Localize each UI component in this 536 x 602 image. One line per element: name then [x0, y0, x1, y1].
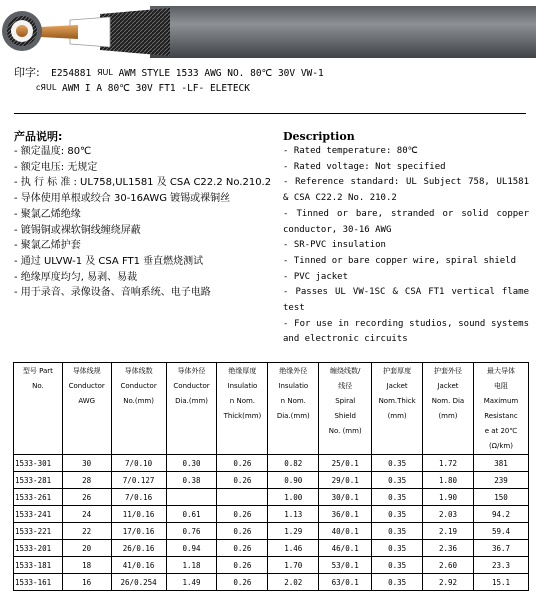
table-cell: 0.26	[217, 472, 268, 489]
table-cell: 2.36	[423, 540, 474, 557]
chinese-item: - 导体使用单根或绞合 30-16AWG 镀锡或裸铜丝	[14, 193, 231, 205]
table-cell: 0.35	[372, 506, 423, 523]
header-line: 导体线规	[72, 367, 101, 375]
table-cell: 36/0.1	[319, 506, 372, 523]
english-item: - Passes UL VW-1SC & CSA FT1 vertical flame test	[283, 287, 529, 314]
part-number-cell: 1533-221	[14, 523, 63, 540]
part-number-cell: 1533-201	[14, 540, 63, 557]
table-header-cell	[423, 363, 474, 455]
table-row	[14, 506, 529, 523]
english-item: - Tinned or bare copper wire, spiral shield	[283, 255, 516, 266]
table-cell: 46/0.1	[319, 540, 372, 557]
header-line: No.	[32, 382, 44, 390]
table-cell: 0.35	[372, 574, 423, 591]
header-line: 最大导体	[486, 367, 515, 375]
header-line: 缠绕线数/	[330, 367, 361, 375]
header-line: Dia.(mm)	[175, 397, 209, 405]
table-cell: 36.7	[473, 540, 528, 557]
table-cell: 0.82	[268, 455, 319, 472]
header-line: Resistanc	[484, 412, 518, 420]
header-line: (Ω/km)	[488, 442, 513, 450]
spec-table	[13, 362, 529, 591]
table-cell: 0.90	[268, 472, 319, 489]
table-cell: 2.03	[423, 506, 474, 523]
table-cell: 15.1	[473, 574, 528, 591]
table-cell: 0.35	[372, 489, 423, 506]
table-cell: 29/0.1	[319, 472, 372, 489]
cable-conductor	[40, 25, 78, 39]
part-number-cell: 1533-261	[14, 489, 63, 506]
chinese-item: - 执 行 标 准 : UL758,UL1581 及 CSA C22.2 No.210.2	[14, 177, 272, 189]
table-header-cell	[217, 363, 268, 455]
marking-file-number: E254881	[51, 68, 92, 79]
table-cell: 239	[473, 472, 528, 489]
cul-logo: cЯUL	[36, 83, 57, 92]
table-cell: 7/0.127	[111, 472, 166, 489]
english-item: - Rated temperature: 80℃	[283, 146, 418, 156]
header-line: No.(mm)	[123, 397, 154, 405]
table-header-cell	[166, 363, 217, 455]
table-cell: 0.26	[217, 506, 268, 523]
table-cell: 16	[62, 574, 111, 591]
table-cell: 1.29	[268, 523, 319, 540]
table-header-cell	[372, 363, 423, 455]
english-item: - Reference standard: UL Subject 758, UL1581 & CSA C22.2 No. 210.2	[283, 177, 529, 204]
table-row	[14, 523, 529, 540]
table-cell: 0.35	[372, 455, 423, 472]
table-cell: 0.35	[372, 557, 423, 574]
table-cell: 26/0.254	[111, 574, 166, 591]
table-row	[14, 489, 529, 506]
table-cell: 0.26	[217, 455, 268, 472]
table-cell: 0.26	[217, 557, 268, 574]
table-cell: 381	[473, 455, 528, 472]
chinese-item: - 镀锡铜或裸软铜线缠绕屏蔽	[14, 224, 141, 236]
table-cell: 26	[62, 489, 111, 506]
table-cell	[166, 489, 217, 506]
table-cell: 0.30	[166, 455, 217, 472]
header-line: Shield	[334, 412, 356, 420]
table-cell: 0.38	[166, 472, 217, 489]
cable-shield	[100, 8, 170, 56]
table-cell: 28	[62, 472, 111, 489]
header-line: 导体外径	[177, 367, 206, 375]
part-number-cell: 1533-301	[14, 455, 63, 472]
table-header-cell	[62, 363, 111, 455]
chinese-title: 产品说明:	[14, 130, 63, 143]
header-line: No. (mm)	[328, 427, 362, 435]
table-cell: 1.46	[268, 540, 319, 557]
table-cell: 23.3	[473, 557, 528, 574]
header-line: 绝缘外径	[279, 367, 308, 375]
header-line: AWG	[78, 397, 96, 405]
table-cell: 1.13	[268, 506, 319, 523]
english-item: - Rated voltage: Not specified	[283, 161, 446, 172]
marking-block	[14, 66, 529, 96]
marking-line-1-text: AWM STYLE 1533 AWG NO. 80℃ 30V VW-1	[118, 68, 324, 79]
header-line: 绝缘厚度	[228, 367, 257, 375]
header-line: n Nom.	[229, 397, 256, 405]
header-line: Conductor	[120, 382, 157, 390]
header-line: 型号 Part	[22, 367, 53, 375]
header-line: (mm)	[387, 412, 407, 420]
cable-illustration	[0, 0, 536, 62]
header-line: Nom.Thick	[378, 397, 416, 405]
table-body	[14, 455, 529, 591]
chinese-item: - 用于录音、录像设备、音响系统、电子电路	[14, 287, 211, 299]
chinese-item: - 额定电压: 无规定	[14, 161, 98, 173]
chinese-item: - 通过 ULVW-1 及 CSA FT1 垂直燃烧测试	[14, 255, 204, 267]
table-cell: 1.72	[423, 455, 474, 472]
header-line: Insulatio	[227, 382, 258, 390]
part-number-cell: 1533-181	[14, 557, 63, 574]
english-item: - SR-PVC insulation	[283, 240, 386, 251]
marking-line-2-text: AWM I A 80℃ 30V FT1 -LF- ELETECK	[62, 83, 250, 94]
header-line: e at 20℃	[484, 427, 518, 435]
table-cell: 41/0.16	[111, 557, 166, 574]
table-cell: 0.26	[217, 540, 268, 557]
part-number-cell: 1533-161	[14, 574, 63, 591]
chinese-item: - 聚氯乙烯绝缘	[14, 208, 81, 220]
header-line: 线径	[338, 382, 353, 390]
header-line: Insulatio	[278, 382, 309, 390]
table-cell: 25/0.1	[319, 455, 372, 472]
table-header-cell	[473, 363, 528, 455]
table-cell: 59.4	[473, 523, 528, 540]
table-header-cell	[14, 363, 63, 455]
chinese-description	[14, 129, 274, 301]
table-row	[14, 540, 529, 557]
marking-label: 印字:	[14, 66, 40, 79]
table-cell: 7/0.16	[111, 489, 166, 506]
table-cell: 63/0.1	[319, 574, 372, 591]
table-cell: 0.35	[372, 523, 423, 540]
table-header-cell	[268, 363, 319, 455]
table-cell: 30/0.1	[319, 489, 372, 506]
table-cell: 1.18	[166, 557, 217, 574]
header-line: Jacket	[437, 382, 459, 390]
table-cell	[217, 489, 268, 506]
table-cell: 26/0.16	[111, 540, 166, 557]
table-row	[14, 472, 529, 489]
table-cell: 2.02	[268, 574, 319, 591]
chinese-item: - 聚氯乙烯护套	[14, 240, 81, 252]
header-line: Dia.(mm)	[276, 412, 310, 420]
english-item: - Tinned or bare, stranded or solid copper conductor, 30-16 AWG	[283, 208, 529, 235]
header-line: 导体线数	[124, 367, 153, 375]
table-header-cell	[111, 363, 166, 455]
header-line: Conductor	[173, 382, 210, 390]
table-row	[14, 557, 529, 574]
table-cell: 2.19	[423, 523, 474, 540]
ul-logo: ЯUL	[96, 68, 113, 77]
table-cell: 20	[62, 540, 111, 557]
table-cell: 40/0.1	[319, 523, 372, 540]
header-line: Nom. Dia	[431, 397, 465, 405]
header-line: Spiral	[335, 397, 356, 405]
table-cell: 53/0.1	[319, 557, 372, 574]
header-line: 护套外径	[434, 367, 462, 375]
english-description	[283, 129, 529, 348]
header-line: n Nom.	[280, 397, 306, 405]
table-cell: 0.76	[166, 523, 217, 540]
table-cell: 0.26	[217, 574, 268, 591]
english-title: Description	[283, 130, 355, 143]
part-number-cell: 1533-281	[14, 472, 63, 489]
table-cell: 0.26	[217, 523, 268, 540]
table-cell: 2.60	[423, 557, 474, 574]
table-cell: 17/0.16	[111, 523, 166, 540]
table-cell: 1.90	[423, 489, 474, 506]
table-cell: 0.94	[166, 540, 217, 557]
marking-line-2	[14, 81, 529, 96]
table-cell: 0.35	[372, 540, 423, 557]
table-header-cell	[319, 363, 372, 455]
table-cell: 0.35	[372, 472, 423, 489]
table-cell: 18	[62, 557, 111, 574]
table-row	[14, 455, 529, 472]
table-cell: 2.92	[423, 574, 474, 591]
table-cell: 22	[62, 523, 111, 540]
part-number-cell: 1533-241	[14, 506, 63, 523]
table-header-row	[14, 363, 529, 455]
table-cell: 7/0.10	[111, 455, 166, 472]
english-item: - For use in recording studios, sound systems and electronic circuits	[283, 318, 529, 345]
header-line: Thick(mm)	[223, 412, 262, 420]
table-cell: 11/0.16	[111, 506, 166, 523]
header-line: Conductor	[68, 382, 105, 390]
header-line: Maximum	[483, 397, 519, 405]
table-cell: 24	[62, 506, 111, 523]
divider	[14, 113, 526, 114]
header-line: 电阻	[493, 382, 508, 390]
table-cell: 1.00	[268, 489, 319, 506]
table-cell: 1.49	[166, 574, 217, 591]
table-cell: 150	[473, 489, 528, 506]
header-line: (mm)	[438, 412, 458, 420]
chinese-item: - 绝缘厚度均匀, 易剥、易裁	[14, 271, 138, 283]
table-cell: 0.61	[166, 506, 217, 523]
table-cell: 1.70	[268, 557, 319, 574]
header-line: Jacket	[386, 382, 408, 390]
marking-line-1	[14, 66, 529, 81]
chinese-item: - 额定温度: 80℃	[14, 146, 92, 157]
table-row	[14, 574, 529, 591]
cable-jacket	[150, 6, 536, 58]
cable-end-conductor	[16, 25, 28, 37]
english-item: - PVC jacket	[283, 271, 349, 282]
header-line: 护套厚度	[383, 367, 412, 375]
table-cell: 1.80	[423, 472, 474, 489]
table-cell: 30	[62, 455, 111, 472]
table-cell: 94.2	[473, 506, 528, 523]
